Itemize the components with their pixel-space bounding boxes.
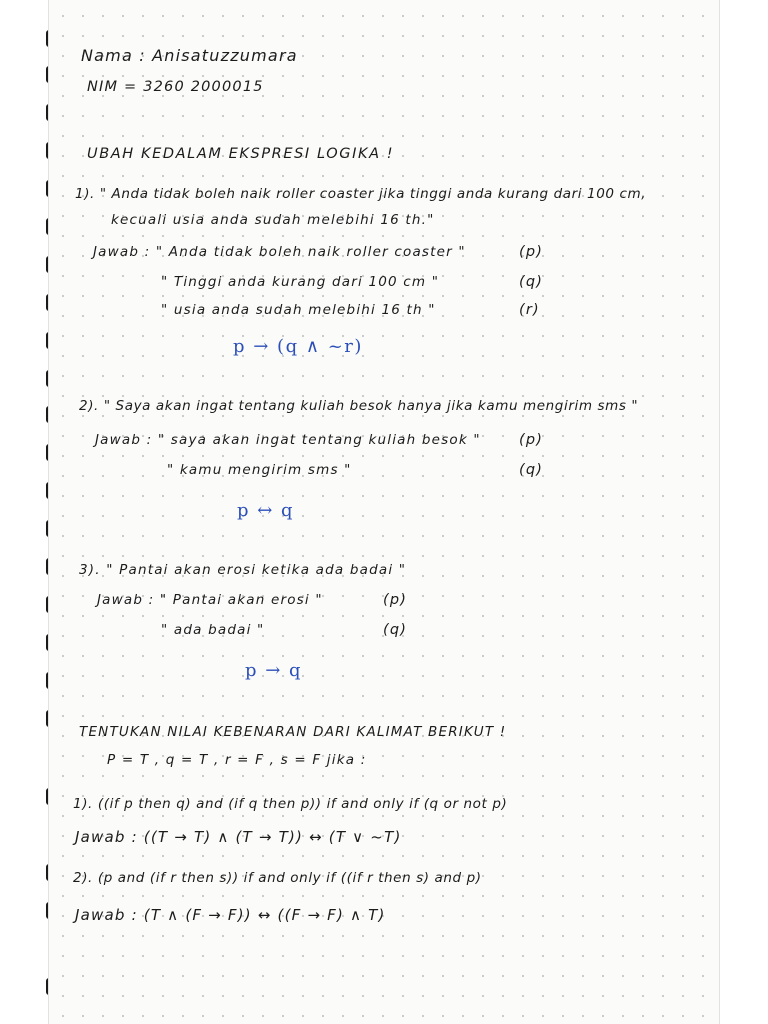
var-1-p: (p) [519, 244, 544, 260]
question-2-line-1: 2). " Saya akan ingat tentang kuliah besok hanya jika kamu mengirim sms " [79, 398, 639, 414]
name-line: Nama : Anisatuzzumara [81, 46, 298, 65]
var-2-q: (q) [519, 462, 544, 478]
answer-1-p: Jawab : " Anda tidak boleh naik roller coaster " [93, 244, 466, 260]
expression-2: p ↔ q [237, 500, 295, 521]
var-1-r: (r) [519, 302, 540, 318]
var-2-p: (p) [519, 432, 544, 448]
answer-2-q: " kamu mengirim sms " [167, 462, 352, 478]
truth-question-2: 2). (p and (if r then s)) if and only if ((if r then s) and p) [73, 870, 482, 886]
var-1-q: (q) [519, 274, 544, 290]
answer-3-q: " ada badai " [161, 622, 265, 638]
truth-answer-2: Jawab : (T ∧ (F → F)) ↔ ((F → F) ∧ T) [75, 906, 386, 924]
section-title-truth: TENTUKAN NILAI KEBENARAN DARI KALIMAT BERIKUT ! [79, 724, 507, 740]
answer-3-p: Jawab : " Pantai akan erosi " [97, 592, 323, 608]
notebook-page [48, 0, 720, 1024]
question-1-line-2: kecuali usia anda sudah melebihi 16 th." [111, 212, 435, 228]
question-1-line-1: 1). " Anda tidak boleh naik roller coaster jika tinggi anda kurang dari 100 cm, [75, 186, 647, 202]
truth-question-1: 1). ((if p then q) and (if q then p)) if and only if (q or not p) [73, 796, 508, 812]
section-title-logic: UBAH KEDALAM EKSPRESI LOGIKA ! [87, 146, 395, 162]
answer-1-r: " usia anda sudah melebihi 16 th " [161, 302, 436, 318]
var-3-q: (q) [383, 622, 408, 638]
given-values: P = T , q = T , r = F , s = F jika : [107, 752, 367, 768]
truth-answer-1: Jawab : ((T → T) ∧ (T → T)) ↔ (T ∨ ~T) [75, 828, 402, 846]
nim-line: NIM = 3260 2000015 [87, 79, 264, 95]
answer-2-p: Jawab : " saya akan ingat tentang kuliah besok " [95, 432, 481, 448]
answer-1-q: " Tinggi anda kurang dari 100 cm " [161, 274, 440, 290]
expression-3: p → q [245, 660, 303, 681]
expression-1: p → (q ∧ ~r) [233, 336, 363, 357]
var-3-p: (p) [383, 592, 408, 608]
question-3-line-1: 3). " Pantai akan erosi ketika ada badai " [79, 562, 407, 578]
